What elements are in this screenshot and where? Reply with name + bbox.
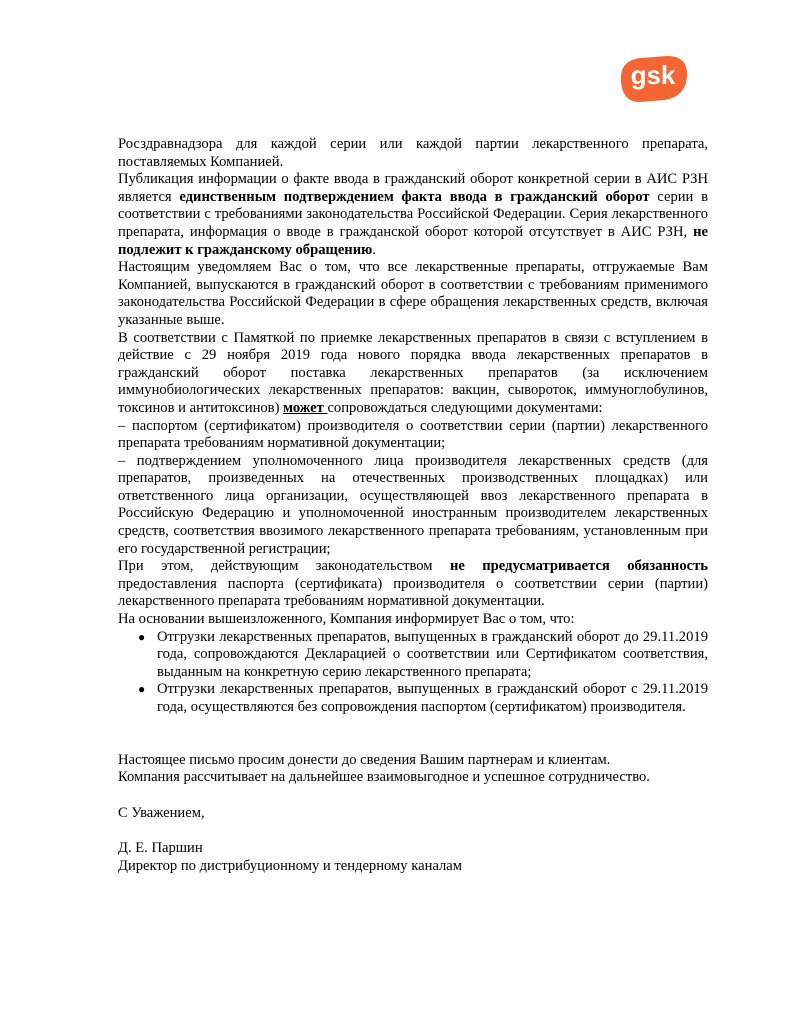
paragraph-5-text: – паспортом (сертификатом) производителя о соответствии серии (партии) лекарственного препарата требованиям нормативной документации; — [118, 417, 708, 452]
paragraph-1 — [118, 136, 708, 171]
bullet-icon: ● — [138, 682, 146, 697]
bullet-list — [118, 629, 708, 717]
closing-line-2-text: Компания рассчитывает на дальнейшее взаимовыгодное и успешное сотрудничество. — [118, 769, 650, 786]
paragraph-7-text-a: При этом, действующим законодательством — [118, 558, 450, 575]
paragraph-4-text-b: сопровождаться следующими документами: — [327, 399, 603, 416]
paragraph-7-bold: не предусматривается обязанность — [449, 558, 708, 575]
signer-title-text: Директор по дистрибуционному и тендерному каналам — [118, 857, 462, 874]
paragraph-6-text: – подтверждением уполномоченного лица производителя лекарственных средств (для препаратов, произведенных на отечественных производственных площадках) или ответственного лица организации, осуществляющей ввоз лекарственного препарата в Российскую Федерацию и уполномоченной иностранным производителем лекарственных средств, соответствия ввозимого лекарственного препарата требованиям, установленным при его государственной регистрации; — [118, 452, 708, 557]
paragraph-2-bold-1: единственным подтверждением факта ввода в гражданский оборот — [179, 188, 650, 205]
paragraph-4 — [118, 330, 708, 418]
paragraph-2-text-b: серии в соответствии с требованиями законодательства Российской Федерации. Серия лекарственного препарата, информация о вводе в гражданской оборот которой отсутствует в АИС РЗН, — [118, 188, 708, 240]
spacer — [118, 717, 708, 752]
gsk-logo — [617, 52, 689, 106]
gsk-logo-mark — [617, 52, 689, 106]
spacer — [118, 787, 708, 805]
bullet-item — [118, 629, 708, 682]
bullet-icon: ● — [138, 629, 146, 644]
regards — [118, 805, 708, 823]
signer-name — [118, 840, 708, 858]
paragraph-5 — [118, 418, 708, 453]
bullet-item — [118, 681, 708, 716]
paragraph-3 — [118, 259, 708, 329]
paragraph-7-text-b: предоставления паспорта (сертификата) производителя о соответствии серии (партии) лекарственного препарата требованиям нормативной документации. — [118, 575, 708, 610]
bullet-item-text: Отгрузки лекарственных препаратов, выпущенных в гражданский оборот до 29.11.2019 года, сопровождаются Декларацией о соответствии или Сертификатом соответствия, выданным на конкретную серию лекарственного препарата; — [157, 628, 708, 680]
spacer — [118, 822, 708, 840]
paragraph-4-text-a: В соответствии с Памяткой по приемке лекарственных препаратов в связи с вступлением в действие с 29 ноября 2019 года нового порядка ввода лекарственных препаратов в гражданский оборот поставка лекарственных препаратов (за исключением иммунобиологических лекарственных препаратов: вакцин, сывороток, иммуноглобулинов, токсинов и антитоксинов) — [118, 329, 708, 416]
letter-body — [118, 136, 708, 876]
paragraph-3-text: Настоящим уведомляем Вас о том, что все лекарственные препараты, отгружаемые Вам Компанией, выпускаются в гражданский оборот в соответствии с требованиям применимого законодательства Российской Федерации в сфере обращения лекарственных средств, включая указанные выше. — [118, 259, 708, 328]
closing-line-1-text: Настоящее письмо просим донести до сведения Вашим партнерам и клиентам. — [118, 751, 611, 768]
closing-line-2 — [118, 769, 708, 787]
paragraph-2-bold-2: не подлежит к гражданскому обращению — [118, 223, 708, 258]
closing-line-1 — [118, 752, 708, 770]
signer-name-text: Д. Е. Паршин — [118, 840, 203, 857]
paragraph-4-underlined: может — [283, 399, 328, 416]
paragraph-8 — [118, 611, 708, 629]
paragraph-2-text-a: Публикация информации о факте ввода в гражданский оборот конкретной серии в АИС РЗН является — [118, 171, 708, 205]
paragraph-7 — [118, 558, 708, 611]
paragraph-1-text: Росздравнадзора для каждой серии или каждой партии лекарственного препарата, поставляемых Компанией. — [118, 136, 708, 170]
bullet-item-text: Отгрузки лекарственных препаратов, выпущенных в гражданский оборот с 29.11.2019 года, осуществляются без сопровождения паспортом (сертификатом) производителя. — [157, 681, 708, 715]
paragraph-8-text: На основании вышеизложенного, Компания информирует Вас о том, что: — [118, 611, 575, 628]
regards-text: С Уважением, — [118, 804, 205, 821]
signer-title — [118, 858, 708, 876]
paragraph-6 — [118, 453, 708, 559]
paragraph-2-text-c: . — [372, 241, 376, 258]
paragraph-2 — [118, 171, 708, 259]
gsk-logo-text: gsk — [630, 60, 676, 90]
